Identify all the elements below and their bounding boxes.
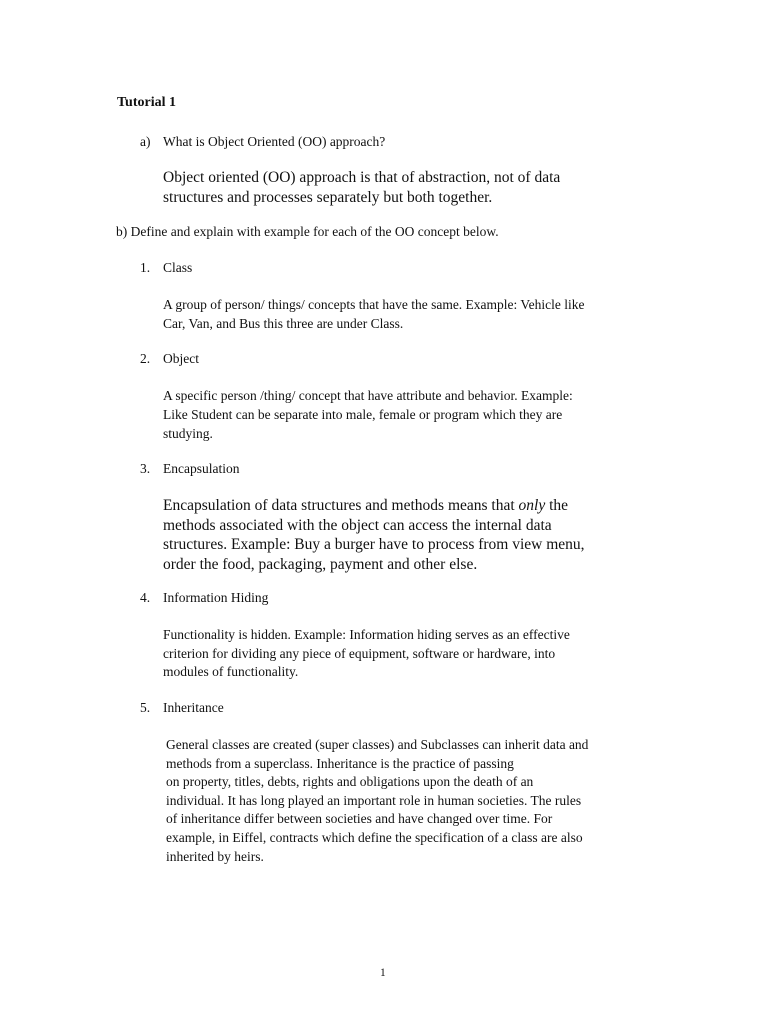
concept-number: 2. bbox=[140, 351, 151, 366]
concept-heading-encapsulation: Encapsulation bbox=[163, 461, 240, 476]
description-line: studying. bbox=[163, 426, 213, 441]
description-line: Functionality is hidden. Example: Information hiding serves as an effective bbox=[163, 627, 570, 642]
description-line: A group of person/ things/ concepts that have the same. Example: Vehicle like bbox=[163, 297, 585, 312]
concept-class-description bbox=[163, 295, 585, 333]
description-line: criterion for dividing any piece of equipment, software or hardware, into bbox=[163, 645, 556, 661]
description-line: inherited by heirs. bbox=[166, 848, 264, 864]
concept-number: 4. bbox=[140, 590, 151, 605]
concept-number: 3. bbox=[140, 461, 151, 476]
concept-heading-information-hiding: Information Hiding bbox=[163, 590, 269, 605]
description-text: the bbox=[545, 497, 569, 514]
description-line: order the food, packaging, payment and other else. bbox=[163, 555, 478, 573]
description-line: example, in Eiffel, contracts which define the specification of a class are also bbox=[166, 829, 583, 845]
document-title: Tutorial 1 bbox=[117, 95, 176, 110]
description-line: methods associated with the object can access the internal data bbox=[163, 516, 552, 534]
description-line: of inheritance differ between societies and have changed over time. For bbox=[166, 811, 553, 827]
concept-encapsulation-description bbox=[163, 496, 585, 574]
description-text: Encapsulation of data structures and methods means that bbox=[163, 497, 519, 514]
description-line: individual. It has long played an important role in human societies. The rules bbox=[166, 792, 582, 808]
concept-number: 1. bbox=[140, 260, 151, 275]
description-line: structures. Example: Buy a burger have to process from view menu, bbox=[163, 536, 585, 553]
concept-object-description bbox=[163, 386, 573, 443]
description-line: A specific person /thing/ concept that have attribute and behavior. Example: bbox=[163, 388, 573, 403]
answer-line: Object oriented (OO) approach is that of abstraction, not of data bbox=[163, 169, 561, 186]
description-line: General classes are created (super classes) and Subclasses can inherit data and bbox=[166, 737, 589, 752]
concept-inheritance-description bbox=[166, 736, 588, 866]
question-a-answer bbox=[163, 168, 560, 207]
description-line: Like Student can be separate into male, female or program which they are bbox=[163, 407, 563, 422]
question-b-text: b) Define and explain with example for each of the OO concept below. bbox=[116, 224, 499, 239]
description-line: modules of functionality. bbox=[163, 664, 299, 680]
concept-heading-inheritance: Inheritance bbox=[163, 700, 224, 715]
page-number: 1 bbox=[380, 967, 386, 979]
concept-number: 5. bbox=[140, 700, 151, 715]
description-line: methods from a superclass. Inheritance is the practice of passing bbox=[166, 755, 514, 771]
emphasis-text: only bbox=[518, 497, 546, 514]
description-line: on property, titles, debts, rights and obligations upon the death of an bbox=[166, 774, 534, 790]
concept-heading-class: Class bbox=[163, 260, 193, 275]
question-a-marker: a) bbox=[140, 134, 151, 149]
concept-information-hiding-description bbox=[163, 626, 570, 682]
description-line: Car, Van, and Bus this three are under Class. bbox=[163, 316, 404, 331]
answer-line: structures and processes separately but both together. bbox=[163, 188, 493, 206]
concept-heading-object: Object bbox=[163, 351, 199, 366]
question-a-text: What is Object Oriented (OO) approach? bbox=[163, 134, 386, 149]
description-line bbox=[163, 496, 585, 516]
